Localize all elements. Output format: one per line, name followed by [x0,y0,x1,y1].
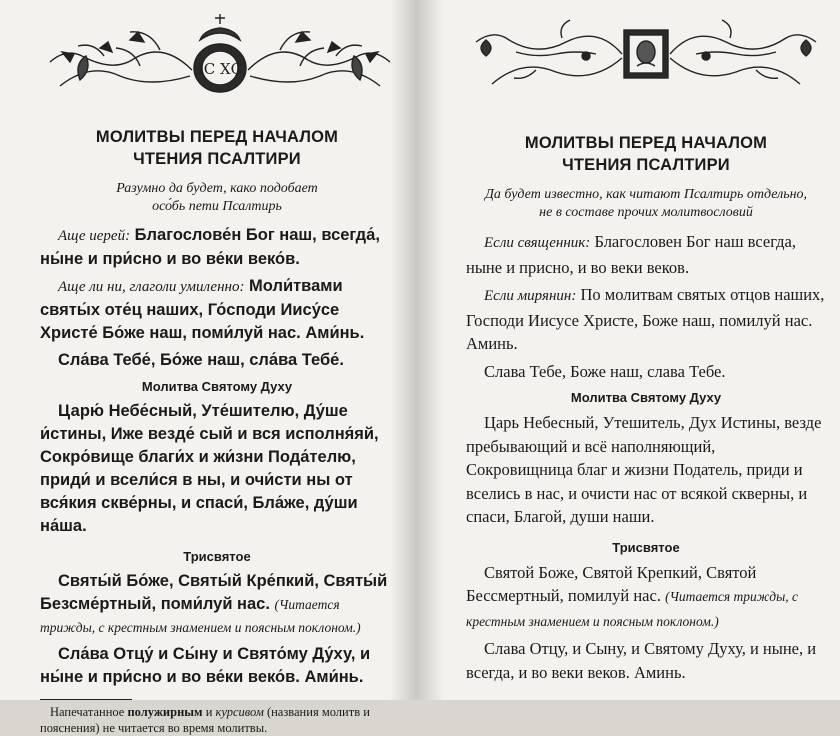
title-line: ЧТЕНИЯ ПСАЛТИРИ [133,150,301,168]
gutter-shadow [390,0,418,700]
title-line: ЧТЕНИЯ ПСАЛТИРИ [562,156,730,174]
icon-frame-ornament [466,12,826,96]
prayer-paragraph [466,561,826,634]
title-line: МОЛИТВЫ ПЕРЕД НАЧАЛОМ [524,134,768,152]
prayer-text: Святой Боже, Святой Крепкий, Святой Бессмертный, помилуй нас. [466,562,757,605]
gutter-shadow [418,0,444,700]
rubric-label: Аще иерей: [58,228,131,244]
rubric-label: Аще ли ни, глаголи умиленно: [58,279,245,295]
prayer-paragraph [40,275,394,345]
footnote-divider [40,699,132,700]
subtitle [40,180,394,216]
left-page [0,0,418,735]
prayer-text: Слава Отцу, и Сыну, и Святому Духу, и ныне, и всегда, и во веки веков. Аминь. [466,639,817,682]
prayer-text: Царю́ Небе́сный, Уте́шителю, Ду́ше и́стины, Иже везде́ сый и вся исполня́яй, Сокро́вище благи́х и жи́зни Пода́телю, приди́ и всели́ся в ны, и очи́сти ны от вся́кия скве́рны, и спаси́, Бла́же, ду́ши на́ша. [40,402,379,535]
prayer-heading: Трисвятое [183,549,251,564]
rubric-label: Если священник: [484,235,591,251]
footnote [40,704,394,736]
footnote-text: Напечатанное [50,705,125,719]
prayer-paragraph [466,411,826,529]
right-page [418,0,840,700]
prayer-paragraph [40,349,394,372]
rubric-note: (Читается трижды, с крестным знамением и поясным поклоном.) [466,589,799,629]
prayer-text: Сла́ва Отцу́ и Сы́ну и Свято́му Ду́ху, и ны́не и при́сно и во ве́ки веко́в. Ами́нь. [40,645,371,686]
footnote-italic: курсивом [215,705,264,719]
subtitle [466,186,826,222]
prayer-paragraph [40,400,394,538]
prayer-text: По молитвам святых отцов наших, Господи Иисусе Христе, Боже наш, помилуй нас. Аминь. [466,285,825,353]
rubric-label: Если мирянин: [484,288,577,304]
prayer-paragraph [466,637,826,684]
prayer-paragraph [466,360,826,384]
prayer-text: Благословен Бог наш всегда, ныне и присно, и во веки веков. [466,232,796,277]
prayer-text: Моли́твами святы́х оте́ц наших, Го́споди Иису́се Христе́ Бо́же наш, поми́луй нас. Ами́нь. [40,277,365,342]
prayer-heading: Молитва Святому Духу [141,379,293,394]
subtitle-line: Разумно да будет, како подобает [116,181,318,196]
footnote-text: (названия молитв и пояснения) не читается во время молитвы. [40,705,370,735]
prayer-paragraph [466,230,826,279]
subtitle-line: осо́бь пети Псалтирь [152,199,282,214]
prayer-text: Благослове́н Бог наш, всегда́, ны́не и при́сно и во ве́ки веко́в. [40,226,380,268]
footnote-text: и [205,705,213,719]
page-title [466,132,826,176]
svg-text:ІС ХС: ІС ХС [197,60,243,78]
page-title [40,126,394,170]
footnote-bold: полужирным [127,705,203,719]
prayer-heading: Молитва Святому Духу [570,390,722,405]
subtitle-line: Да будет известно, как читают Псалтирь отдельно, [484,187,808,202]
title-line: МОЛИТВЫ ПЕРЕД НАЧАЛОМ [95,128,339,146]
prayer-paragraph [40,570,394,639]
prayer-text: Царь Небесный, Утешитель, Дух Истины, везде пребывающий и всё наполняющий, Сокровищница благ и жизни Податель, приди и вселись в нас, и очисти нас от всякой скверны, и спаси, Благой, души наши. [466,413,822,526]
prayer-heading: Трисвятое [612,539,680,555]
subtitle-line: не в составе прочих молитвословий [539,205,753,220]
prayer-text: Святы́й Бо́же, Святы́й Кре́пкий, Святы́й Безсме́ртный, поми́луй нас. [40,572,388,613]
prayer-text: Сла́ва Тебе́, Бо́же наш, сла́ва Тебе́. [58,351,344,369]
floral-cross-ornament [40,10,400,96]
rubric-note: (Читается трижды, с крестным знамением и поясным поклоном.) [40,597,361,635]
prayer-paragraph [466,283,826,356]
prayer-text: Слава Тебе, Боже наш, слава Тебе. [484,361,726,381]
prayer-paragraph [40,643,394,689]
prayer-paragraph [40,224,394,271]
